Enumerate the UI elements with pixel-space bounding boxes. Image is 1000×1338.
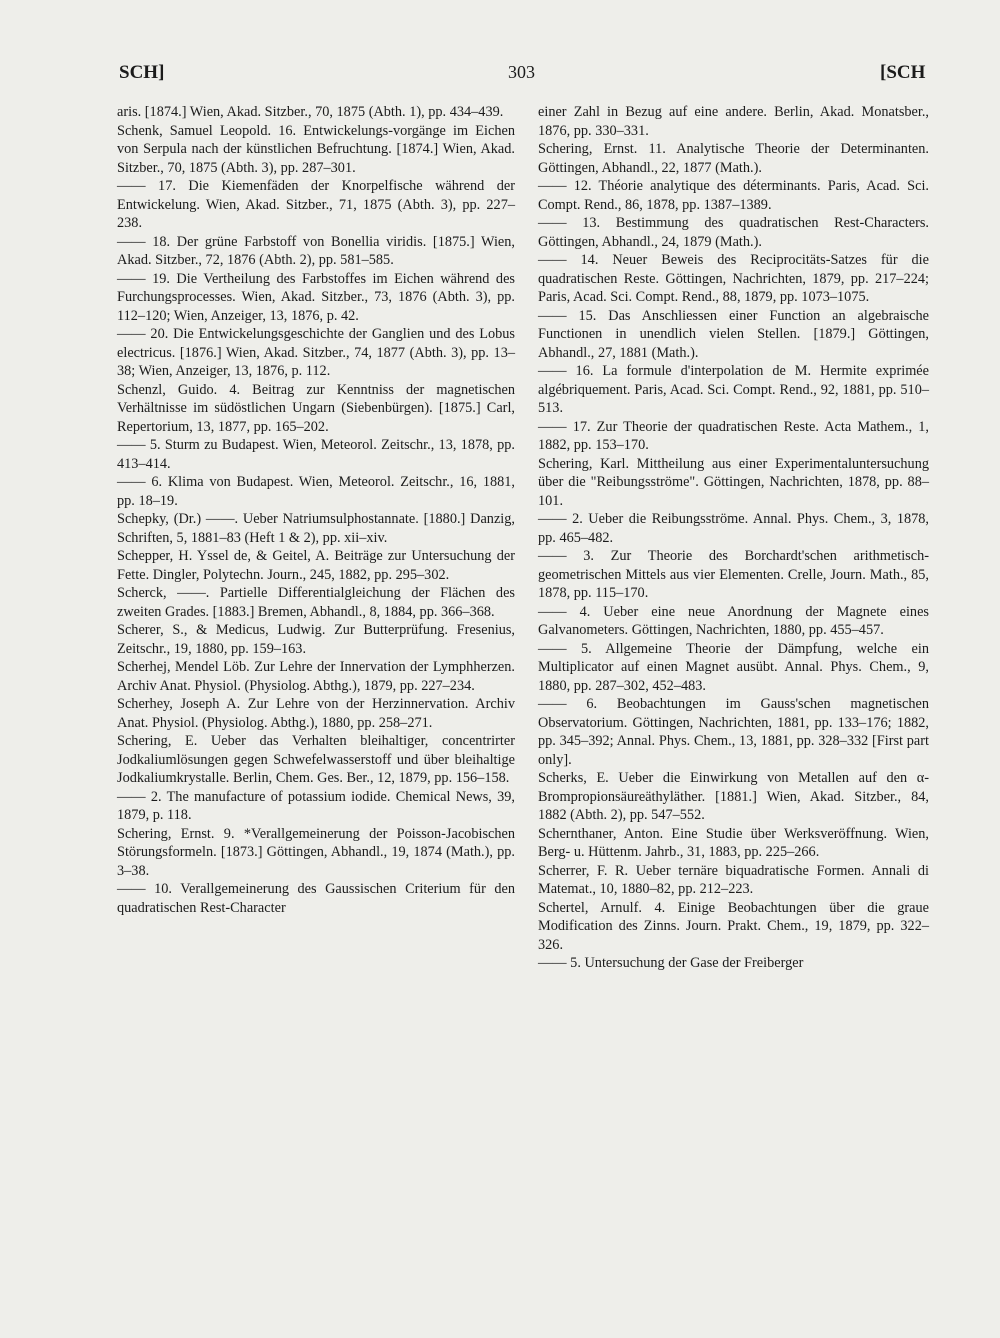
entry: Scherer, S., & Medicus, Ludwig. Zur Butterprüfung. Fresenius, Zeitschr., 19, 1880, pp. 159–163.	[117, 622, 515, 657]
entry: Scherks, E. Ueber die Einwirkung von Metallen auf den α-Brompropionsäureäthyläther. [1881.] Wien, Akad. Sitzber., 84, 1882 (Abth. 2), pp. 547–552.	[538, 770, 929, 823]
entry: Schepper, H. Yssel de, & Geitel, A. Beiträge zur Untersuchung der Fette. Dingler, Polytechn. Journ., 245, 1882, pp. 295–302.	[117, 548, 515, 583]
entry: Scherrer, F. R. Ueber ternäre biquadratische Formen. Annali di Matemat., 10, 1880–82, pp. 212–223.	[538, 862, 929, 897]
entry: —— 4. Ueber eine neue Anordnung der Magnete eines Galvanometers. Göttingen, Nachrichten, 1880, pp. 455–457.	[538, 603, 929, 638]
entry: —— 13. Bestimmung des quadratischen Rest-Characters. Göttingen, Abhandl., 24, 1879 (Math.).	[538, 215, 929, 250]
entry: —— 19. Die Vertheilung des Farbstoffes im Eichen während des Furchungsprocesses. Wien, Akad. Sitzber., 73, 1876 (Abth. 3), pp. 112–120; Wien, Anzeiger, 13, 1876, p. 42.	[117, 270, 515, 324]
entry: Schertel, Arnulf. 4. Einige Beobachtungen über die graue Modification des Zinns. Journ. Prakt. Chem., 19, 1879, pp. 322–326.	[538, 899, 929, 953]
entry: einer Zahl in Bezug auf eine andere. Berlin, Akad. Monatsber., 1876, pp. 330–331.	[538, 104, 929, 139]
entry: Scherhey, Joseph A. Zur Lehre von der Herzinnervation. Archiv Anat. Physiol. (Physiolog. Abthg.), 1880, pp. 258–271.	[117, 696, 515, 731]
entry: —— 18. Der grüne Farbstoff von Bonellia viridis. [1875.] Wien, Akad. Sitzber., 72, 1876 (Abth. 2), pp. 581–585.	[117, 233, 515, 268]
entry: —— 17. Die Kiemenfäden der Knorpelfische während der Entwickelung. Wien, Akad. Sitzber., 71, 1875 (Abth. 3), pp. 227–238.	[117, 178, 515, 231]
entry: Schering, E. Ueber das Verhalten bleihaltiger, concentrirter Jodkaliumlösungen gegen Schwefelwasserstoff und über bleihaltige Jodkaliumkrystalle. Berlin, Chem. Ges. Ber., 12, 1879, pp. 156–158.	[117, 733, 515, 786]
entry: —— 3. Zur Theorie des Borchardt'schen arithmetisch-geometrischen Mittels aus vier Elementen. Crelle, Journ. Math., 85, 1878, pp. 115–170.	[538, 548, 929, 601]
entry: Schering, Ernst. 11. Analytische Theorie der Determinanten. Göttingen, Abhandl., 22, 1877 (Math.).	[538, 141, 929, 176]
left-column	[117, 103, 515, 917]
entry: Scherck, ——. Partielle Differentialgleichung der Flächen des zweiten Grades. [1883.] Bremen, Abhandl., 8, 1884, pp. 366–368.	[117, 585, 515, 620]
entry: Schepky, (Dr.) ——. Ueber Natriumsulphostannate. [1880.] Danzig, Schriften, 5, 1881–83 (Heft 1 & 2), pp. xii–xiv.	[117, 511, 515, 546]
entry: —— 2. The manufacture of potassium iodide. Chemical News, 39, 1879, p. 118.	[117, 788, 515, 823]
entry: —— 2. Ueber die Reibungsströme. Annal. Phys. Chem., 3, 1878, pp. 465–482.	[538, 511, 929, 546]
entry: —— 5. Sturm zu Budapest. Wien, Meteorol. Zeitschr., 13, 1878, pp. 413–414.	[117, 437, 515, 472]
entry: —— 14. Neuer Beweis des Reciprocitäts-Satzes für die quadratischen Reste. Göttingen, Nachrichten, 1879, pp. 217–224; Paris, Acad. Sci. Compt. Rend., 88, 1879, pp. 1073–1075.	[538, 252, 929, 305]
entry: Schernthaner, Anton. Eine Studie über Werksveröffnung. Wien, Berg- u. Hüttenm. Jahrb., 31, 1883, pp. 225–266.	[538, 825, 929, 860]
entry: —— 6. Beobachtungen im Gauss'schen magnetischen Observatorium. Göttingen, Nachrichten, 1881, pp. 133–176; 1882, pp. 345–392; Annal. Phys. Chem., 13, 1881, pp. 328–332 [First part only].	[538, 696, 929, 768]
entry: Schering, Karl. Mittheilung aus einer Experimentaluntersuchung über die "Reibungsströme". Göttingen, Nachrichten, 1878, pp. 88–101.	[538, 455, 929, 509]
entry: aris. [1874.] Wien, Akad. Sitzber., 70, 1875 (Abth. 1), pp. 434–439.	[117, 104, 504, 120]
header-right-guide: [SCH	[880, 62, 926, 83]
entry: Schering, Ernst. 9. *Verallgemeinerung der Poisson-Jacobischen Störungsformeln. [1873.] Göttingen, Abhandl., 19, 1874 (Math.), pp. 3–38.	[117, 825, 515, 879]
right-column	[538, 103, 929, 973]
entry: —— 12. Théorie analytique des déterminants. Paris, Acad. Sci. Compt. Rend., 86, 1878, pp. 1387–1389.	[538, 178, 929, 213]
entry: —— 16. La formule d'interpolation de M. Hermite exprimée algébriquement. Paris, Acad. Sci. Compt. Rend., 92, 1881, pp. 510–513.	[538, 363, 929, 416]
entry: Schenzl, Guido. 4. Beitrag zur Kenntniss der magnetischen Verhältnisse im südöstlichen Ungarn (Siebenbürgen). [1875.] Carl, Repertorium, 13, 1877, pp. 165–202.	[117, 381, 515, 435]
page-number: 303	[508, 62, 535, 82]
header-left-guide: SCH]	[119, 62, 165, 83]
entry: Scherhej, Mendel Löb. Zur Lehre der Innervation der Lymphherzen. Archiv Anat. Physiol. (Physiolog. Abthg.), 1879, pp. 227–234.	[117, 659, 515, 694]
entry: —— 15. Das Anschliessen einer Function an algebraische Functionen in unendlich vielen Stellen. [1879.] Göttingen, Abhandl., 27, 1881 (Math.).	[538, 307, 929, 361]
entry: —— 5. Untersuchung der Gase der Freiberger	[538, 955, 804, 971]
entry: Schenk, Samuel Leopold. 16. Entwickelungs-vorgänge im Eichen von Serpula nach der künstlichen Befruchtung. [1874.] Wien, Akad. Sitzber., 70, 1875 (Abth. 3), pp. 287–301.	[117, 122, 515, 176]
entry: —— 10. Verallgemeinerung des Gaussischen Criterium für den quadratischen Rest-Character	[117, 881, 515, 916]
entry: —— 6. Klima von Budapest. Wien, Meteorol. Zeitschr., 16, 1881, pp. 18–19.	[117, 474, 515, 509]
entry: —— 17. Zur Theorie der quadratischen Reste. Acta Mathem., 1, 1882, pp. 153–170.	[538, 418, 929, 453]
entry: —— 5. Allgemeine Theorie der Dämpfung, welche ein Multiplicator auf einen Magnet ausübt. Annal. Phys. Chem., 9, 1880, pp. 287–302, 452–483.	[538, 640, 929, 694]
entry: —— 20. Die Entwickelungsgeschichte der Ganglien und des Lobus electricus. [1876.] Wien, Akad. Sitzber., 74, 1877 (Abth. 3), pp. 13–38; Wien, Anzeiger, 13, 1876, p. 112.	[117, 326, 515, 379]
